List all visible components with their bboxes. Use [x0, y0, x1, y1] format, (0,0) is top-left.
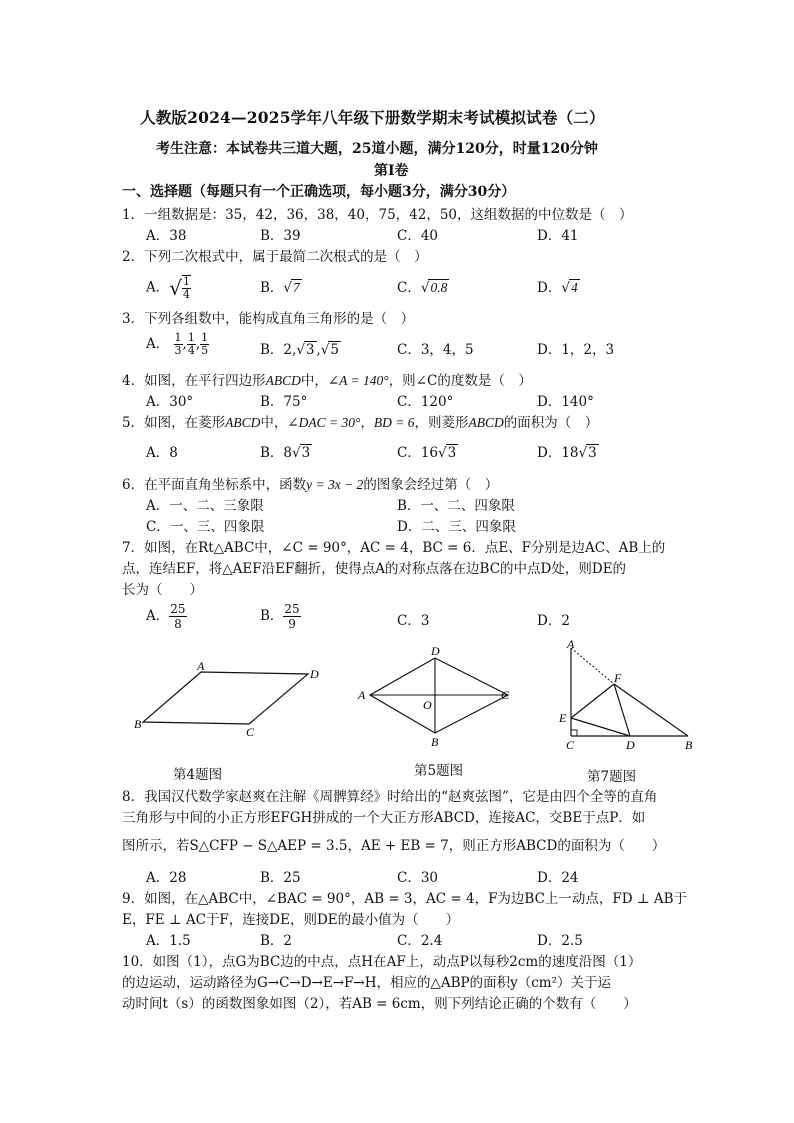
fig4-label-d: D	[310, 667, 319, 681]
q7-option-a: A． $\frac{25}{8}$	[146, 602, 186, 631]
q7-option-c: C．3	[397, 613, 430, 629]
question-9-line-2: E，FE ⊥ AC于F，连接DE，则DE的最小值为（ ）	[122, 912, 460, 928]
question-7-line-1: 7．如图，在Rt△ABC中，∠C = 90°，AC = 4，BC = 6．点E、F分别是边AC、AB上的	[122, 540, 666, 556]
question-8-line-2: 三角形与中间的小正方形EFGH拼成的一个大正方形ABCD，连接AC，交BE于点P．如	[122, 810, 646, 826]
q4-option-b: B．75°	[260, 394, 308, 410]
q9-option-a: A．1.5	[146, 933, 191, 949]
question-6-stem: 6．在平面直角坐标系中，函数y = 3x − 2的图象会经过第（ ）	[122, 477, 499, 493]
figure-5-caption: 第5题图	[414, 763, 464, 779]
q2-option-a: A．√ $\frac{1}{4}$	[146, 275, 190, 301]
fig4-label-a: A	[197, 660, 205, 673]
question-8-line-3: 图所示，若S△CFP − S△AEP = 3.5，AE + EB = 7，则正方形ABCD的面积为（ ）	[122, 838, 666, 854]
fig4-label-b: B	[134, 717, 142, 731]
question-3-stem: 3．下列各组数中，能构成直角三角形的是（ ）	[122, 311, 415, 327]
q7-option-b: B． $\frac{25}{9}$	[260, 602, 300, 631]
q1-option-c: C．40	[397, 228, 439, 244]
q4-option-d: D．140°	[537, 394, 594, 410]
parallelogram-shape	[143, 672, 308, 724]
q4-option-a: A．30°	[146, 394, 194, 410]
q5-option-b: B．8√3	[260, 445, 311, 461]
q8-option-b: B．25	[260, 870, 301, 886]
fig7-label-a: A	[567, 640, 575, 651]
question-7-line-3: 长为（ ）	[122, 582, 203, 598]
fig7-label-e: E	[559, 711, 567, 725]
exam-title: 人教版2024—2025学年八年级下册数学期末考试模拟试卷（二）	[140, 108, 605, 127]
q9-option-b: B．2	[260, 933, 293, 949]
q3-option-c: C．3，4，5	[397, 342, 474, 358]
q5-option-d: D．18√3	[537, 445, 597, 461]
q8-option-d: D．24	[537, 870, 579, 886]
q3-option-a: A． $\frac{1}{3}$ , $\frac{1}{4}$ , $\frac{1}{5}$	[146, 331, 209, 357]
fig7-label-c: C	[566, 738, 575, 752]
q6-option-b: B．一、二、四象限	[397, 498, 515, 514]
fold-ef	[571, 684, 614, 718]
fig7-label-b: B	[685, 738, 693, 752]
exam-notice: 考生注意：本试卷共三道大题，25道小题，满分120分，时量120分钟	[156, 141, 598, 157]
q2-option-b: B．√7	[260, 280, 300, 296]
volume-label: 第Ⅰ卷	[374, 163, 409, 179]
figure-4-caption: 第4题图	[173, 767, 223, 783]
side-fb	[614, 684, 688, 736]
question-9-line-1: 9．如图，在△ABC中，∠BAC = 90°，AB = 3，AC = 4，F为边BC上一动点，FD ⊥ AB于	[122, 891, 688, 907]
segment-ed	[571, 718, 630, 736]
q1-option-b: B．39	[260, 228, 301, 244]
question-4-stem: 4．如图，在平行四边形ABCD中，∠A = 140°，则∠C的度数是（ ）	[122, 373, 532, 389]
q3-option-d: D．1，2，3	[537, 342, 615, 358]
q1-option-a: A．38	[146, 228, 187, 244]
q7-option-d: D．2	[537, 613, 570, 629]
figure-4-parallelogram	[130, 660, 330, 740]
segment-fd	[614, 684, 630, 736]
q5-option-a: A．8	[146, 445, 178, 461]
q5-option-c: C．16√3	[397, 445, 457, 461]
q9-option-d: D．2.5	[537, 933, 583, 949]
question-10-line-2: 的边运动，运动路径为G→C→D→E→F→H，相应的△ABP的面积y（cm²）关于运	[122, 975, 612, 991]
q8-option-a: A．28	[146, 870, 187, 886]
fig4-label-c: C	[246, 725, 255, 739]
question-10-line-3: 动时间t（s）的函数图象如图（2），若AB = 6cm，则下列结论正确的个数有（ ）	[122, 996, 637, 1012]
figure-7-triangle	[558, 640, 708, 755]
q8-option-c: C．30	[397, 870, 439, 886]
fig5-label-c: C	[501, 688, 510, 702]
question-7-line-2: 点，连结EF，将△AEF沿EF翻折，使得点A的对称点落在边BC的中点D处，则DE的	[122, 561, 627, 577]
question-1-stem: 1．一组数据是：35，42，36，38，40，75，42，50，这组数据的中位数是（ ）	[122, 207, 633, 223]
q2-option-d: D．√4	[537, 280, 578, 296]
fig5-label-o: O	[423, 698, 432, 712]
figure-5-rhombus	[355, 643, 525, 753]
fig7-label-f: F	[614, 671, 622, 685]
question-10-line-1: 10．如图（1），点G为BC边的中点，点H在AF上，动点P以每秒2cm的速度沿图（1）	[122, 954, 642, 970]
question-8-line-1: 8．我国汉代数学家赵爽在注解《周髀算经》时给出的“赵爽弦图”，它是由四个全等的直角	[122, 789, 658, 805]
section-heading: 一、选择题（每题只有一个正确选项，每小题3分，满分30分）	[122, 184, 516, 200]
q6-option-c: C．一、三、四象限	[146, 519, 265, 535]
q6-option-d: D．二、三、四象限	[397, 519, 516, 535]
q3-option-b: B．2,√3 ,√5	[260, 342, 340, 358]
q1-option-d: D．41	[537, 228, 579, 244]
figure-7-caption: 第7题图	[587, 769, 637, 785]
fig5-label-b: B	[431, 735, 439, 749]
q2-option-c: C．√0.8	[397, 280, 448, 296]
right-angle-mark	[571, 730, 577, 736]
fig7-label-d: D	[626, 738, 635, 752]
q6-option-a: A．一、二、三象限	[146, 498, 264, 514]
q4-option-c: C．120°	[397, 394, 454, 410]
q9-option-c: C．2.4	[397, 933, 443, 949]
question-2-stem: 2．下列二次根式中，属于最简二次根式的是（ ）	[122, 249, 428, 265]
question-5-stem: 5．如图，在菱形ABCD中，∠DAC = 30°，BD = 6，则菱形ABCD的面积为（ ）	[122, 415, 599, 431]
dashed-af	[571, 648, 614, 684]
fig5-label-d: D	[431, 644, 440, 658]
fig5-label-a: A	[358, 688, 366, 702]
